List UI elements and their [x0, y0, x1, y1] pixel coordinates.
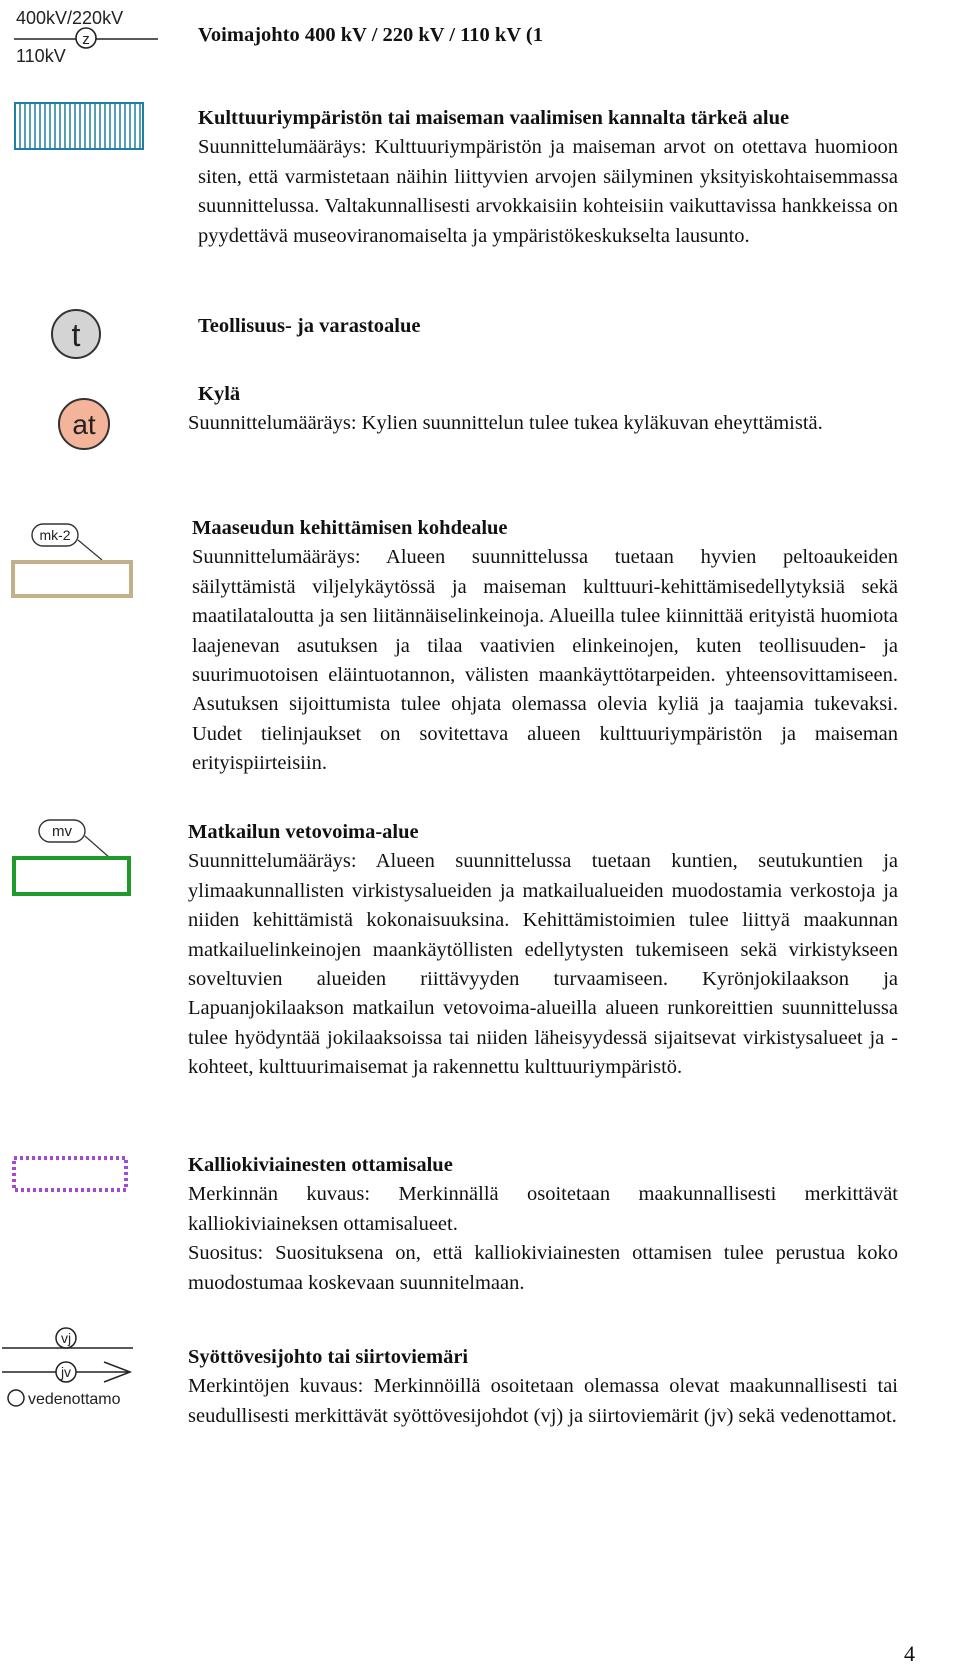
entry-voimajohto [198, 21, 898, 50]
hatched-area-symbol [14, 102, 144, 150]
vj-label: vj [60, 1330, 72, 1346]
entry-text: Suunnittelumääräys: Alueen suunnittelussa tuetaan hyvien peltoaukeiden säilyttämistä viljelykäytössä ja maiseman kulttuuri-kehittämisedellytyksiä sekä maatilataloutta ja sen liitännäiselinkeinoja. Alueilla tulee kiinnittää erityistä huomiota laajenevan asutuksen ja tilaa vaativien elinkeinojen, kuten teollisuuden- ja suurimuotoisen eläintuotannon, välisten maankäyttötarpeiden. yhteensovittamiseen. Asutuksen sijoittumista tulee ohjata olemassa olevia kyliä ja taajamia tukevaksi. Uudet tielinjaukset on sovitettava alueen kulttuuriympäristön ja maiseman erityispiirteisiin. [192, 546, 898, 775]
entry-title: Maaseudun kehittämisen kohdealue [192, 517, 508, 539]
entry-text: Suositus: Suosituksena on, että kalliokiviainesten ottamisen tulee perustua koko muodostumaa koskevaan suunnitelmaan. [188, 1242, 898, 1294]
entry-title: Kylä [198, 383, 241, 405]
power-line-symbol [12, 4, 162, 68]
entry-title: Kulttuuriympäristön tai maiseman vaalimisen kannalta tärkeä alue [198, 107, 790, 129]
green-rectangle-symbol [6, 814, 136, 898]
entry-maaseutu [192, 514, 898, 779]
t-label: t [71, 317, 81, 353]
orange-circle-symbol [56, 396, 112, 452]
grey-circle-symbol [48, 306, 104, 362]
entry-text: Merkintöjen kuvaus: Merkinnöillä osoitetaan olemassa olevat maakunnallisesti tai seudullisesti merkittävät syöttövesijohdot (vj) ja siirtoviemärit (jv) sekä vedenottamot. [188, 1375, 898, 1427]
entry-text: Suunnittelumääräys: Alueen suunnittelussa tuetaan kuntien, seutukuntien ja ylimaakunnallisten virkistysalueiden ja matkailualueiden muodostamia verkostoja ja niiden kehittämistä kokonaisuuksina. Kehittämistoimien tulee liittyä maakunnan matkailuelinkeinojen maankäytöllisten edellytysten tukemiseen sekä virkistykseen soveltuvien alueiden riittävyyden turvaamiseen. Kyrönjokilaakson ja Lapuanjokilaakson matkailun vetovoima-alueilla alueen runkoreittien suunnittelussa tulee hyödyntää jokilaaksoissa tai niiden läheisyydessä sijaitsevat virkistysalueet ja -kohteet, kulttuurimaisemat ja rakennettu kulttuuriympäristö. [188, 850, 898, 1079]
entry-text: Merkinnän kuvaus: Merkinnällä osoitetaan maakunnallisesti merkittävät kalliokiviaineksen ottamisalueet. [188, 1183, 898, 1235]
voltage-z-label: z [82, 31, 90, 48]
entry-kulttuuriymparisto [198, 104, 898, 251]
entry-title: Syöttövesijohto tai siirtoviemäri [188, 1346, 469, 1368]
page-number: 4 [904, 1641, 915, 1666]
entry-text: Suunnittelumääräys: Kulttuuriympäristön ja maiseman arvot on otettava huomioon siten, että varmistetaan näihin liittyvien arvojen säilyminen yksityiskohtaisemmassa suunnittelussa. Valtakunnallisesti arvokkaisiin kohteisiin vaikuttavissa hankkeissa on pyydettävä museoviranomaiselta ja ympäristökeskukselta lausunto. [198, 136, 898, 247]
dotted-rectangle-symbol [10, 1154, 132, 1196]
entry-title: Kalliokiviainesten ottamisalue [188, 1154, 453, 1176]
entry-kyla [188, 380, 898, 439]
tan-rectangle-symbol [6, 518, 136, 600]
entry-title: Matkailun vetovoima-alue [188, 821, 419, 843]
vedenottamo-label: vedenottamo [28, 1391, 121, 1408]
voltage-bottom-label: 110kV [16, 46, 66, 66]
mv-label: mv [52, 823, 72, 840]
entry-kalliokiviaines [188, 1151, 898, 1298]
water-pipe-symbol [0, 1324, 140, 1414]
mk2-label: mk-2 [39, 527, 71, 543]
entry-title: Teollisuus- ja varastoalue [198, 315, 421, 337]
entry-text: Suunnittelumääräys: Kylien suunnittelun tulee tukea kyläkuvan eheyttämistä. [188, 412, 823, 435]
voltage-top-label: 400kV/220kV [16, 8, 124, 28]
entry-teollisuus [198, 312, 898, 341]
entry-syottovesijohto [188, 1343, 898, 1431]
entry-title: Voimajohto 400 kV / 220 kV / 110 kV (1 [198, 24, 543, 46]
entry-matkailu [188, 818, 898, 1083]
jv-label: jv [60, 1364, 72, 1380]
at-label: at [72, 409, 96, 440]
